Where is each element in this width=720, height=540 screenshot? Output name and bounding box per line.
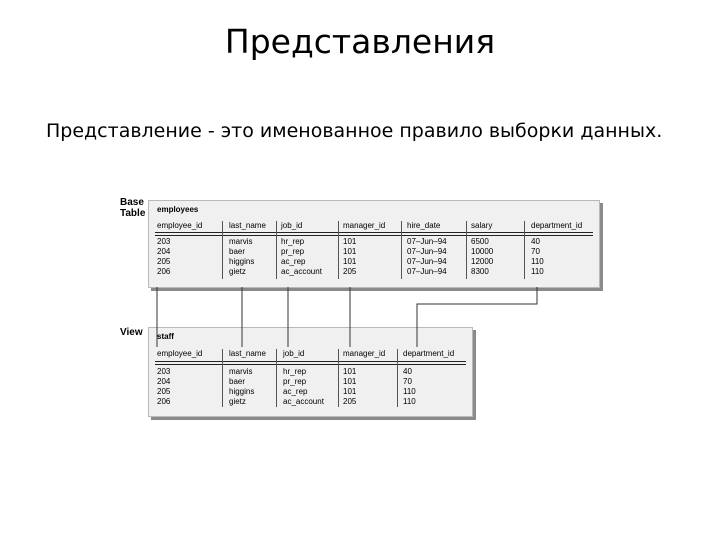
table-cell: 110 xyxy=(403,397,416,406)
table-cell: baer xyxy=(229,247,246,256)
table-cell: 205 xyxy=(343,267,357,276)
column-header-employee-id: employee_id xyxy=(157,221,203,230)
table-cell: 6500 xyxy=(471,237,489,246)
column-separator xyxy=(338,221,339,279)
column-separator xyxy=(222,349,223,407)
table-cell: pr_rep xyxy=(281,247,305,256)
column-separator xyxy=(466,221,467,279)
header-rule xyxy=(155,232,593,233)
header-rule xyxy=(155,364,466,365)
table-cell: marvis xyxy=(229,237,253,246)
table-cell: 07–Jun–94 xyxy=(407,267,447,276)
table-cell: 110 xyxy=(403,387,416,396)
table-cell: 203 xyxy=(157,237,171,246)
table-cell: 204 xyxy=(157,247,171,256)
table-cell: 07–Jun–94 xyxy=(407,237,447,246)
column-separator xyxy=(401,221,402,279)
table-cell: 101 xyxy=(343,237,357,246)
column-header-salary: salary xyxy=(471,221,493,230)
view-table-name: staff xyxy=(157,332,174,341)
column-separator xyxy=(338,349,339,407)
table-cell: 101 xyxy=(343,367,357,376)
table-cell: 101 xyxy=(343,247,357,256)
table-cell: 07–Jun–94 xyxy=(407,257,447,266)
table-cell: hr_rep xyxy=(283,367,307,376)
column-separator xyxy=(397,349,398,407)
column-header-department-id: department_id xyxy=(403,349,455,358)
table-cell: 206 xyxy=(157,267,171,276)
table-cell: 205 xyxy=(157,387,171,396)
table-cell: 101 xyxy=(343,257,357,266)
table-cell: 110 xyxy=(531,267,544,276)
slide-title: Представления xyxy=(224,22,496,61)
table-cell: ac_account xyxy=(281,267,322,276)
table-cell: higgins xyxy=(229,257,255,266)
column-header-last-name: last_name xyxy=(229,349,266,358)
table-cell: gietz xyxy=(229,267,246,276)
column-header-manager-id: manager_id xyxy=(343,349,386,358)
column-separator xyxy=(524,221,525,279)
table-cell: 40 xyxy=(531,237,540,246)
table-cell: 70 xyxy=(531,247,540,256)
table-cell: hr_rep xyxy=(281,237,305,246)
table-cell: ac_account xyxy=(283,397,324,406)
table-cell: pr_rep xyxy=(283,377,307,386)
table-cell: 205 xyxy=(157,257,171,266)
table-cell: 205 xyxy=(343,397,357,406)
column-header-last-name: last_name xyxy=(229,221,266,230)
header-rule xyxy=(155,235,593,236)
slide-text: Представление - это именованное правило выборки данных. xyxy=(46,120,663,142)
column-header-hire-date: hire_date xyxy=(407,221,441,230)
column-separator xyxy=(222,221,223,279)
table-cell: ac_rep xyxy=(283,387,308,396)
column-header-manager-id: manager_id xyxy=(343,221,386,230)
table-cell: 40 xyxy=(403,367,412,376)
table-cell: ac_rep xyxy=(281,257,306,266)
table-cell: 70 xyxy=(403,377,412,386)
view-table xyxy=(148,327,473,417)
table-cell: baer xyxy=(229,377,246,386)
column-separator xyxy=(276,221,277,279)
table-cell: 8300 xyxy=(471,267,489,276)
column-header-employee-id: employee_id xyxy=(157,349,203,358)
table-cell: 110 xyxy=(531,257,544,266)
table-cell: 10000 xyxy=(471,247,494,256)
view-label: View xyxy=(120,327,143,338)
header-rule xyxy=(155,361,466,362)
table-cell: 101 xyxy=(343,387,357,396)
base-table xyxy=(148,200,600,288)
column-header-job-id: job_id xyxy=(283,349,305,358)
column-header-department-id: department_id xyxy=(531,221,583,230)
table-cell: 204 xyxy=(157,377,171,386)
table-cell: 203 xyxy=(157,367,171,376)
table-cell: 101 xyxy=(343,377,357,386)
column-header-job-id: job_id xyxy=(281,221,303,230)
base-table-label: Base Table xyxy=(120,197,146,219)
table-cell: higgins xyxy=(229,387,255,396)
table-cell: 12000 xyxy=(471,257,494,266)
table-cell: 206 xyxy=(157,397,171,406)
table-cell: gietz xyxy=(229,397,246,406)
column-separator xyxy=(276,349,277,407)
table-cell: 07–Jun–94 xyxy=(407,247,447,256)
base-table-name: employees xyxy=(157,205,199,214)
table-cell: marvis xyxy=(229,367,253,376)
